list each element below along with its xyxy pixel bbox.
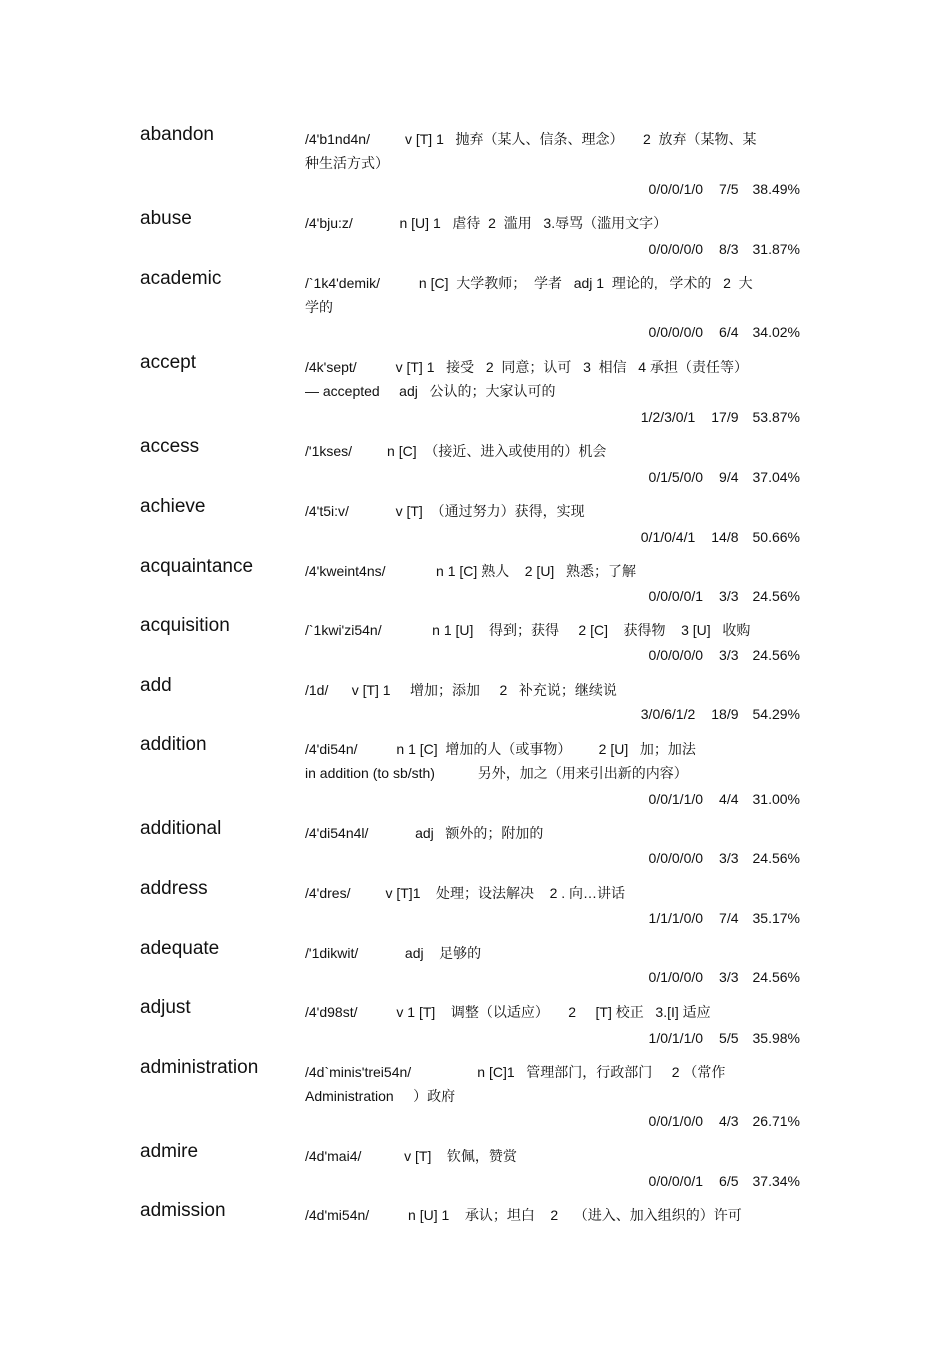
definition: [305, 271, 805, 319]
frequency-percent: 24.56%: [752, 969, 800, 985]
definition: [305, 821, 805, 845]
definition-line: /4'di54n4l/ adj 额外的；附加的: [305, 825, 544, 841]
headword: academic: [140, 268, 222, 289]
definition: [305, 737, 805, 785]
definition: [305, 941, 805, 965]
exam-code: 0/1/0/0/0: [648, 969, 704, 985]
definition: [305, 881, 805, 905]
definition-line: /`1kwi'zi54n/ n 1 [U] 得到；获得 2 [C] 获得物 3 [U] 收购: [305, 622, 751, 638]
exam-code: 0/0/0/0/0: [648, 850, 704, 866]
occurrence-count: 3/3: [719, 647, 739, 663]
frequency-stats: [649, 241, 800, 257]
frequency-percent: 24.56%: [752, 588, 800, 604]
definition-line: /4k'sept/ v [T] 1 接受 2 同意；认可 3 相信 4 承担（责任等）: [305, 359, 748, 375]
frequency-percent: 31.87%: [752, 241, 800, 257]
definition-line: /4'bju:z/ n [U] 1 虐待 2 滥用 3.辱骂（滥用文字）: [305, 215, 668, 231]
exam-code: 3/0/6/1/2: [640, 706, 696, 722]
exam-code: 0/0/0/0/0: [648, 241, 704, 257]
occurrence-count: 17/9: [711, 409, 739, 425]
definition: [305, 678, 805, 702]
definition-line: /4d'mi54n/ n [U] 1 承认；坦白 2 （进入、加入组织的）许可: [305, 1207, 742, 1223]
definition: [305, 499, 805, 523]
definition-line: — accepted adj 公认的；大家认可的: [305, 383, 556, 399]
frequency-stats: [649, 1030, 800, 1046]
definition: [305, 1203, 805, 1227]
occurrence-count: 3/3: [719, 969, 739, 985]
frequency-stats: [649, 1113, 800, 1129]
definition: [305, 439, 805, 463]
exam-code: 0/0/0/0/0: [648, 324, 704, 340]
occurrence-count: 7/4: [719, 910, 739, 926]
frequency-stats: [641, 706, 800, 722]
frequency-stats: [649, 324, 800, 340]
definition-line: /'1dikwit/ adj 足够的: [305, 945, 482, 961]
definition: [305, 1060, 805, 1108]
definition-line: /4'kweint4ns/ n 1 [C] 熟人 2 [U] 熟悉；了解: [305, 563, 636, 579]
definition-line: /`1k4'demik/ n [C] 大学教师； 学者 adj 1 理论的, 学术的 2 大: [305, 275, 753, 291]
frequency-percent: 35.98%: [752, 1030, 800, 1046]
frequency-percent: 37.04%: [752, 469, 800, 485]
frequency-stats: [649, 1173, 800, 1189]
occurrence-count: 4/4: [719, 791, 739, 807]
frequency-percent: 54.29%: [752, 706, 800, 722]
exam-code: 0/0/1/1/0: [648, 791, 704, 807]
definition-line: /4'di54n/ n 1 [C] 增加的人（或事物） 2 [U] 加；加法: [305, 741, 696, 757]
exam-code: 1/1/1/0/0: [648, 910, 704, 926]
occurrence-count: 3/3: [719, 588, 739, 604]
headword: add: [140, 675, 172, 696]
frequency-percent: 38.49%: [752, 181, 800, 197]
exam-code: 0/0/1/0/0: [648, 1113, 704, 1129]
definition: [305, 211, 805, 235]
definition-line: Administration ）政府: [305, 1088, 456, 1104]
exam-code: 0/0/0/0/0: [648, 647, 704, 663]
exam-code: 0/1/0/4/1: [640, 529, 696, 545]
occurrence-count: 5/5: [719, 1030, 739, 1046]
headword: admire: [140, 1141, 199, 1162]
headword: acquaintance: [140, 556, 254, 577]
frequency-stats: [649, 588, 800, 604]
occurrence-count: 6/4: [719, 324, 739, 340]
frequency-percent: 31.00%: [752, 791, 800, 807]
headword: addition: [140, 734, 207, 755]
definition-line: /'1kses/ n [C] （接近、进入或使用的）机会: [305, 443, 607, 459]
headword: access: [140, 436, 200, 457]
occurrence-count: 14/8: [711, 529, 739, 545]
frequency-stats: [649, 469, 800, 485]
occurrence-count: 18/9: [711, 706, 739, 722]
definition: [305, 559, 805, 583]
definition-line: 种生活方式）: [305, 155, 389, 171]
frequency-stats: [649, 850, 800, 866]
frequency-percent: 24.56%: [752, 647, 800, 663]
exam-code: 1/0/1/1/0: [648, 1030, 704, 1046]
occurrence-count: 7/5: [719, 181, 739, 197]
definition-line: /4d'mai4/ v [T] 钦佩，赞赏: [305, 1148, 517, 1164]
frequency-percent: 34.02%: [752, 324, 800, 340]
frequency-percent: 24.56%: [752, 850, 800, 866]
frequency-stats: [649, 791, 800, 807]
definition-line: /4'dres/ v [T]1 处理；设法解决 2 . 向…讲话: [305, 885, 626, 901]
headword: achieve: [140, 496, 206, 517]
frequency-percent: 37.34%: [752, 1173, 800, 1189]
headword: additional: [140, 818, 222, 839]
frequency-stats: [649, 181, 800, 197]
exam-code: 0/0/0/0/1: [648, 588, 704, 604]
definition-line: 学的: [305, 299, 333, 315]
exam-code: 0/1/5/0/0: [648, 469, 704, 485]
headword: adequate: [140, 938, 220, 959]
definition-line: in addition (to sb/sth) 另外，加之（用来引出新的内容）: [305, 765, 688, 781]
headword: abandon: [140, 124, 214, 145]
headword: accept: [140, 352, 196, 373]
definition: [305, 1000, 805, 1024]
definition: [305, 618, 805, 642]
frequency-stats: [641, 529, 800, 545]
occurrence-count: 9/4: [719, 469, 739, 485]
definition: [305, 127, 805, 175]
occurrence-count: 4/3: [719, 1113, 739, 1129]
headword: admission: [140, 1200, 226, 1221]
frequency-stats: [641, 409, 800, 425]
definition-line: /1d/ v [T] 1 增加；添加 2 补充说；继续说: [305, 682, 617, 698]
definition-line: /4'b1nd4n/ v [T] 1 抛弃（某人、信条、理念） 2 放弃（某物、某: [305, 131, 757, 147]
headword: address: [140, 878, 208, 899]
frequency-stats: [649, 910, 800, 926]
headword: acquisition: [140, 615, 230, 636]
exam-code: 1/2/3/0/1: [640, 409, 696, 425]
occurrence-count: 3/3: [719, 850, 739, 866]
definition: [305, 355, 805, 403]
frequency-stats: [649, 647, 800, 663]
definition-line: /4'd98st/ v 1 [T] 调整（以适应） 2 [T] 校正 3.[I] 适应: [305, 1004, 711, 1020]
definition-line: /4d`minis'trei54n/ n [C]1 管理部门，行政部门 2 （常作: [305, 1064, 726, 1080]
frequency-percent: 53.87%: [752, 409, 800, 425]
definition-line: /4't5i:v/ v [T] （通过努力）获得，实现: [305, 503, 585, 519]
exam-code: 0/0/0/0/1: [648, 1173, 704, 1189]
frequency-percent: 50.66%: [752, 529, 800, 545]
headword: adjust: [140, 997, 191, 1018]
frequency-percent: 26.71%: [752, 1113, 800, 1129]
occurrence-count: 6/5: [719, 1173, 739, 1189]
headword: abuse: [140, 208, 192, 229]
exam-code: 0/0/0/1/0: [648, 181, 704, 197]
definition: [305, 1144, 805, 1168]
frequency-percent: 35.17%: [752, 910, 800, 926]
frequency-stats: [649, 969, 800, 985]
headword: administration: [140, 1057, 259, 1078]
occurrence-count: 8/3: [719, 241, 739, 257]
